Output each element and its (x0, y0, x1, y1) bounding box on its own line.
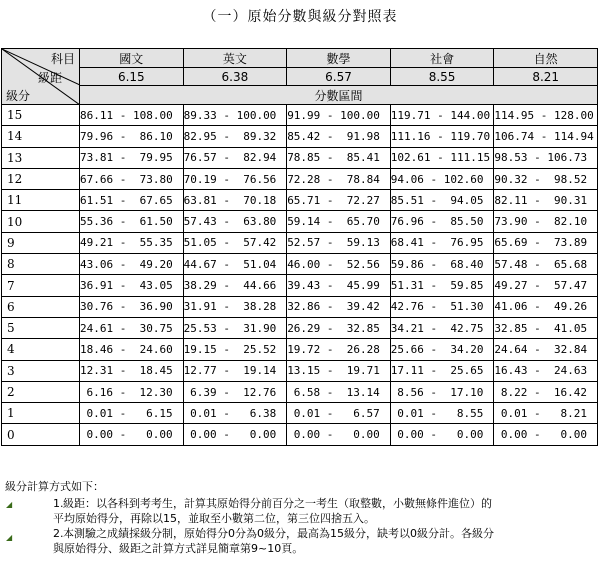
table-row (2, 317, 598, 338)
note-number: 2. (53, 527, 64, 540)
table-row (2, 211, 598, 232)
score-range-cell: 18.46 - 24.60 (80, 339, 184, 360)
level-cell: 7 (2, 275, 80, 296)
level-label: 級分 (6, 89, 31, 103)
level-cell: 12 (2, 168, 80, 189)
table-row (2, 339, 598, 360)
level-cell: 13 (2, 147, 80, 168)
note-text: 本測驗之成績採級分制，原始得分0分為0級分，最高為15級分，缺考以0級分計。各級分 (63, 527, 494, 540)
score-range-cell: 65.69 - 73.89 (494, 232, 598, 253)
score-range-cell: 0.01 - 6.57 (287, 403, 391, 424)
distance-value: 8.21 (494, 68, 598, 86)
score-range-cell: 76.96 - 85.50 (390, 211, 494, 232)
level-cell: 5 (2, 317, 80, 338)
table-row (2, 126, 598, 147)
score-range-cell: 78.85 - 85.41 (287, 147, 391, 168)
score-range-cell: 12.31 - 18.45 (80, 360, 184, 381)
notes-heading: 級分計算方式如下： (5, 480, 104, 493)
score-range-cell: 111.16 - 119.70 (390, 126, 494, 147)
score-range-cell: 106.74 - 114.94 (494, 126, 598, 147)
score-rows (2, 105, 598, 446)
table-row (2, 275, 598, 296)
level-cell: 2 (2, 381, 80, 402)
score-range-cell: 59.86 - 68.40 (390, 254, 494, 275)
level-cell: 8 (2, 254, 80, 275)
corner-cell (2, 49, 80, 105)
subject-math: 數學 (287, 49, 391, 68)
table-row (2, 147, 598, 168)
score-range-cell: 86.11 - 108.00 (80, 105, 184, 126)
score-range-cell: 0.01 - 6.15 (80, 403, 184, 424)
score-range-cell: 49.27 - 57.47 (494, 275, 598, 296)
level-cell: 14 (2, 126, 80, 147)
score-range-cell: 0.01 - 8.21 (494, 403, 598, 424)
level-cell: 4 (2, 339, 80, 360)
note-item (5, 496, 595, 526)
score-table (1, 48, 598, 446)
page-title: （一）原始分數與級分對照表 (202, 9, 398, 25)
score-range-cell: 24.64 - 32.84 (494, 339, 598, 360)
score-range-cell: 0.00 - 0.00 (494, 424, 598, 445)
score-range-cell: 19.72 - 26.28 (287, 339, 391, 360)
score-range-cell: 6.39 - 12.76 (183, 381, 287, 402)
score-range-cell: 65.71 - 72.27 (287, 190, 391, 211)
score-range-cell: 70.19 - 76.56 (183, 168, 287, 189)
subject-social: 社會 (390, 49, 494, 68)
score-range-cell: 59.14 - 65.70 (287, 211, 391, 232)
score-range-cell: 19.15 - 25.52 (183, 339, 287, 360)
score-range-cell: 82.11 - 90.31 (494, 190, 598, 211)
score-range-cell: 52.57 - 59.13 (287, 232, 391, 253)
score-range-cell: 46.00 - 52.56 (287, 254, 391, 275)
level-cell: 3 (2, 360, 80, 381)
score-range-cell: 34.21 - 42.75 (390, 317, 494, 338)
level-cell: 10 (2, 211, 80, 232)
score-range-cell: 42.76 - 51.30 (390, 296, 494, 317)
subject-science: 自然 (494, 49, 598, 68)
score-range-cell: 32.85 - 41.05 (494, 317, 598, 338)
score-range-cell: 0.01 - 8.55 (390, 403, 494, 424)
note-number: 1. (53, 497, 64, 510)
table-row (2, 168, 598, 189)
score-range-cell: 79.96 - 86.10 (80, 126, 184, 147)
score-range-cell: 0.00 - 0.00 (183, 424, 287, 445)
range-header-row (2, 86, 598, 105)
score-range-cell: 82.95 - 89.32 (183, 126, 287, 147)
distance-value: 6.38 (183, 68, 287, 86)
score-range-cell: 55.36 - 61.50 (80, 211, 184, 232)
level-cell: 0 (2, 424, 80, 445)
score-range-cell: 98.53 - 106.73 (494, 147, 598, 168)
score-range-cell: 36.91 - 43.05 (80, 275, 184, 296)
flag-icon: ◢ (6, 500, 13, 509)
notes-section (5, 479, 595, 556)
score-range-cell: 6.58 - 13.14 (287, 381, 391, 402)
note-item (5, 526, 595, 556)
score-range-cell: 16.43 - 24.63 (494, 360, 598, 381)
score-range-cell: 26.29 - 32.85 (287, 317, 391, 338)
score-range-cell: 13.15 - 19.71 (287, 360, 391, 381)
level-cell: 6 (2, 296, 80, 317)
score-range-cell: 57.43 - 63.80 (183, 211, 287, 232)
level-cell: 11 (2, 190, 80, 211)
score-range-cell: 51.05 - 57.42 (183, 232, 287, 253)
table-row (2, 424, 598, 445)
score-range-cell: 91.99 - 100.00 (287, 105, 391, 126)
score-range-cell: 31.91 - 38.28 (183, 296, 287, 317)
score-range-cell: 57.48 - 65.68 (494, 254, 598, 275)
score-range-cell: 0.01 - 6.38 (183, 403, 287, 424)
score-range-cell: 90.32 - 98.52 (494, 168, 598, 189)
score-range-cell: 44.67 - 51.04 (183, 254, 287, 275)
score-range-cell: 119.71 - 144.00 (390, 105, 494, 126)
score-range-cell: 114.95 - 128.00 (494, 105, 598, 126)
score-range-cell: 67.66 - 73.80 (80, 168, 184, 189)
level-cell: 15 (2, 105, 80, 126)
score-range-cell: 85.42 - 91.98 (287, 126, 391, 147)
score-range-cell: 49.21 - 55.35 (80, 232, 184, 253)
distance-value: 8.55 (390, 68, 494, 86)
table-row (2, 105, 598, 126)
level-cell: 1 (2, 403, 80, 424)
table-row (2, 296, 598, 317)
score-range-cell: 0.00 - 0.00 (80, 424, 184, 445)
score-range-cell: 0.00 - 0.00 (287, 424, 391, 445)
score-range-cell: 30.76 - 36.90 (80, 296, 184, 317)
score-range-cell: 102.61 - 111.15 (390, 147, 494, 168)
distance-value: 6.57 (287, 68, 391, 86)
score-range-cell: 25.66 - 34.20 (390, 339, 494, 360)
table-row (2, 403, 598, 424)
score-range-cell: 63.81 - 70.18 (183, 190, 287, 211)
score-range-cell: 73.81 - 79.95 (80, 147, 184, 168)
score-range-cell: 0.00 - 0.00 (390, 424, 494, 445)
score-range-cell: 38.29 - 44.66 (183, 275, 287, 296)
note-text: 與原始得分、級距之計算方式詳見簡章第9~10頁。 (53, 542, 304, 555)
note-text: 級距：以各科到考考生，計算其原始得分前百分之一考生（取整數，小數無條件進位）的 (63, 497, 492, 510)
score-range-cell: 8.22 - 16.42 (494, 381, 598, 402)
score-range-cell: 32.86 - 39.42 (287, 296, 391, 317)
score-range-cell: 41.06 - 49.26 (494, 296, 598, 317)
table-row (2, 360, 598, 381)
score-range-cell: 72.28 - 78.84 (287, 168, 391, 189)
table-row (2, 254, 598, 275)
distance-value: 6.15 (80, 68, 184, 86)
score-range-cell: 25.53 - 31.90 (183, 317, 287, 338)
subject-label: 科目 (50, 52, 75, 66)
score-range-cell: 12.77 - 19.14 (183, 360, 287, 381)
subject-chinese: 國文 (80, 49, 184, 68)
score-range-cell: 51.31 - 59.85 (390, 275, 494, 296)
distance-label: 級距 (38, 71, 63, 85)
score-range-cell: 61.51 - 67.65 (80, 190, 184, 211)
note-text: 平均原始得分，再除以15，並取至小數第二位，第三位四捨五入。 (53, 512, 375, 525)
score-range-cell: 39.43 - 45.99 (287, 275, 391, 296)
score-range-cell: 85.51 - 94.05 (390, 190, 494, 211)
score-range-cell: 68.41 - 76.95 (390, 232, 494, 253)
table-row (2, 232, 598, 253)
score-range-cell: 17.11 - 25.65 (390, 360, 494, 381)
subject-english: 英文 (183, 49, 287, 68)
distance-row (2, 68, 598, 86)
score-range-cell: 94.06 - 102.60 (390, 168, 494, 189)
score-range-cell: 73.90 - 82.10 (494, 211, 598, 232)
range-header: 分數區間 (80, 86, 598, 105)
score-range-cell: 76.57 - 82.94 (183, 147, 287, 168)
table-row (2, 190, 598, 211)
flag-icon: ◢ (6, 533, 13, 542)
table-row (2, 381, 598, 402)
score-range-cell: 8.56 - 17.10 (390, 381, 494, 402)
score-range-cell: 6.16 - 12.30 (80, 381, 184, 402)
subject-header-row (2, 49, 598, 68)
score-range-cell: 24.61 - 30.75 (80, 317, 184, 338)
score-range-cell: 43.06 - 49.20 (80, 254, 184, 275)
score-range-cell: 89.33 - 100.00 (183, 105, 287, 126)
level-cell: 9 (2, 232, 80, 253)
